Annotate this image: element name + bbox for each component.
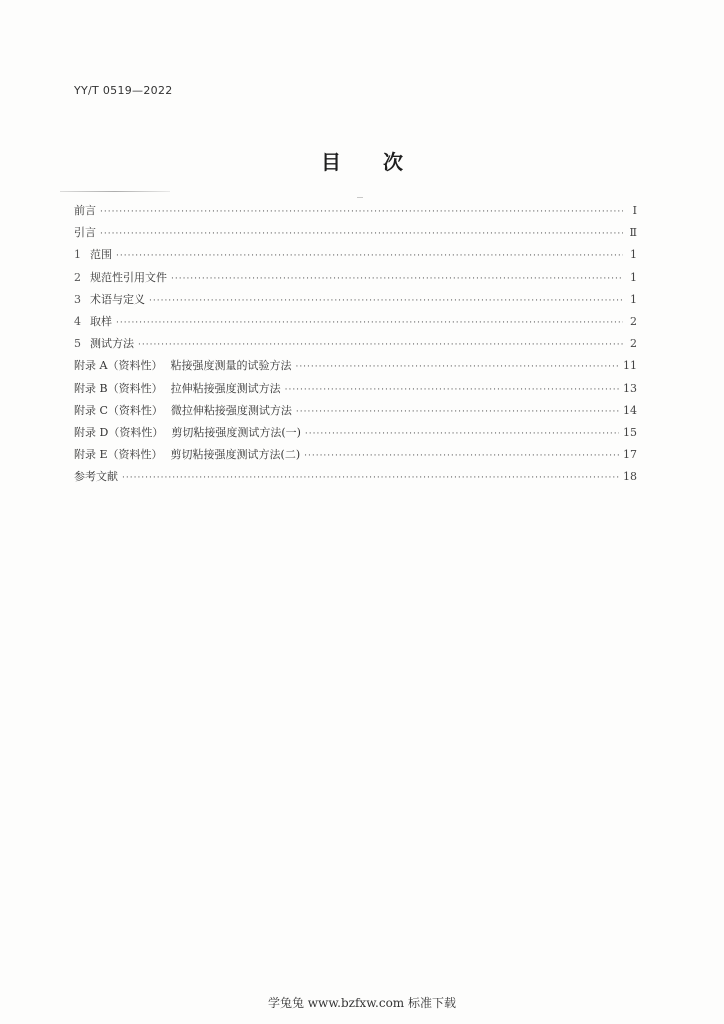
toc-entry-normative-references[interactable] — [74, 269, 637, 291]
toc-entry-page: 1 — [630, 270, 637, 284]
leader-dots — [171, 274, 623, 284]
leader-dots — [116, 251, 623, 261]
toc-entry-label: 3 术语与定义 — [74, 292, 145, 306]
toc-entry-annex-e[interactable] — [74, 446, 637, 468]
toc-entry-annex-c[interactable] — [74, 402, 637, 424]
toc-entry-label: 附录 C（资料性） 微拉伸粘接强度测试方法 — [74, 403, 292, 417]
toc-entry-page: 1 — [630, 292, 637, 306]
toc-entry-label: 引言 — [74, 226, 96, 240]
leader-dots — [285, 385, 619, 395]
toc-entry-bibliography[interactable] — [74, 468, 637, 490]
leader-dots — [296, 407, 619, 417]
standard-code: YY/T 0519—2022 — [74, 84, 173, 97]
toc-entry-foreword[interactable] — [74, 202, 637, 224]
toc-entry-terms-definitions[interactable] — [74, 291, 637, 313]
toc-entry-page: Ⅰ — [632, 204, 637, 217]
toc-entry-scope[interactable] — [74, 246, 637, 268]
toc-entry-annex-b[interactable] — [74, 380, 637, 402]
leader-dots — [149, 296, 623, 306]
leader-dots — [100, 229, 623, 239]
toc-entry-page: 15 — [623, 425, 637, 439]
leader-dots — [295, 362, 619, 372]
leader-dots — [305, 429, 619, 439]
title-rule-mark — [357, 197, 363, 198]
toc-entry-label: 附录 B（资料性） 拉伸粘接强度测试方法 — [74, 381, 281, 395]
toc-entry-label: 4 取样 — [74, 314, 112, 328]
footer-watermark: 学兔兔 www.bzfxw.com 标准下载 — [267, 996, 457, 1010]
toc-entry-label: 附录 D（资料性） 剪切粘接强度测试方法(一) — [74, 425, 301, 439]
toc-entry-label: 前言 — [74, 204, 96, 217]
leader-dots — [138, 340, 623, 350]
toc-entry-label: 5 测试方法 — [74, 337, 134, 351]
toc-entry-page: 13 — [623, 381, 637, 395]
toc-entry-page: 1 — [630, 248, 637, 262]
toc-entry-page: 2 — [630, 314, 637, 328]
toc-entry-page: 17 — [623, 448, 637, 462]
toc-entry-page: Ⅱ — [629, 226, 637, 240]
toc-entry-label: 参考文献 — [74, 470, 118, 484]
toc-entry-label: 附录 E（资料性） 剪切粘接强度测试方法(二) — [74, 448, 301, 462]
page-title: 目次 — [321, 150, 445, 174]
toc-entry-annex-a[interactable] — [74, 357, 637, 379]
leader-dots — [122, 473, 619, 483]
toc-entry-introduction[interactable] — [74, 224, 637, 246]
toc-entry-page: 18 — [623, 470, 637, 484]
toc-entry-label: 2 规范性引用文件 — [74, 270, 167, 284]
table-of-contents — [74, 202, 637, 490]
leader-dots — [116, 318, 623, 328]
toc-entry-test-methods[interactable] — [74, 335, 637, 357]
toc-entry-page: 2 — [630, 337, 637, 351]
toc-entry-page: 11 — [623, 359, 637, 373]
toc-entry-annex-d[interactable] — [74, 424, 637, 446]
title-rule — [60, 191, 170, 192]
toc-entry-label: 附录 A（资料性） 粘接强度测量的试验方法 — [74, 359, 292, 373]
leader-dots — [304, 451, 619, 461]
toc-entry-page: 14 — [623, 403, 637, 417]
toc-entry-sampling[interactable] — [74, 313, 637, 335]
leader-dots — [100, 207, 623, 217]
toc-entry-label: 1 范围 — [74, 248, 112, 262]
